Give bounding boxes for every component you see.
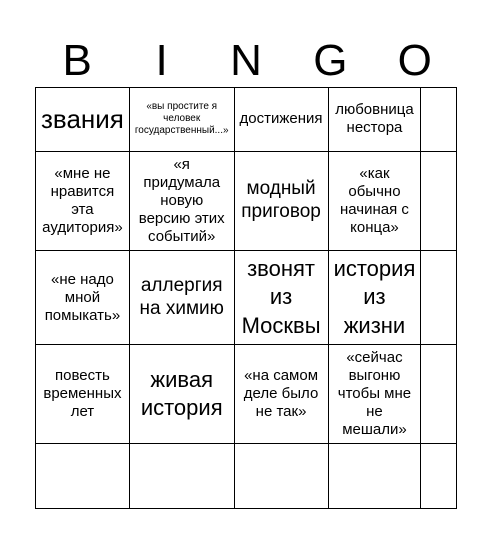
header-letter-n: N (230, 36, 262, 85)
bingo-cell-r3c5[interactable] (421, 251, 456, 346)
bingo-cell-r3c2[interactable]: аллергия на химию (130, 251, 235, 346)
bingo-header (35, 36, 457, 86)
bingo-cell-r4c5[interactable] (421, 345, 456, 444)
bingo-cell-r3c1[interactable]: «не надо мной помыкать» (36, 251, 130, 346)
bingo-cell-r1c3[interactable]: достижения (235, 88, 329, 152)
bingo-cell-r4c2[interactable]: живая история (130, 345, 235, 444)
bingo-cell-r1c5[interactable] (421, 88, 456, 152)
bingo-cell-r3c3[interactable]: звонят из Москвы (235, 251, 329, 346)
header-letter-g: G (313, 36, 348, 85)
bingo-cell-r1c2[interactable]: «вы простите я человек государственный...» (130, 88, 235, 152)
bingo-cell-r5c3[interactable] (235, 444, 329, 508)
bingo-cell-r2c3[interactable]: модный приговор (235, 152, 329, 251)
bingo-cell-r3c4[interactable]: история из жизни (329, 251, 422, 346)
bingo-cell-r4c4[interactable]: «сейчас выгоню чтобы мне не мешали» (329, 345, 422, 444)
bingo-cell-r2c2[interactable]: «я придумала новую версию этих событий» (130, 152, 235, 251)
bingo-cell-r4c3[interactable]: «на самом деле было не так» (235, 345, 329, 444)
bingo-cell-r2c4[interactable]: «как обычно начиная с конца» (329, 152, 422, 251)
bingo-board (35, 87, 457, 509)
bingo-cell-r2c5[interactable] (421, 152, 456, 251)
bingo-cell-r5c5[interactable] (421, 444, 456, 508)
header-letter-o: O (397, 36, 432, 85)
bingo-cell-r2c1[interactable]: «мне не нравится эта аудитория» (36, 152, 130, 251)
header-letter-i: I (155, 36, 168, 85)
bingo-cell-r1c4[interactable]: любовница нестора (329, 88, 422, 152)
bingo-cell-r5c4[interactable] (329, 444, 422, 508)
bingo-cell-r4c1[interactable]: повесть временных лет (36, 345, 130, 444)
header-letter-b: B (62, 36, 92, 85)
bingo-cell-r1c1[interactable]: звания (36, 88, 130, 152)
bingo-cell-r5c1[interactable] (36, 444, 130, 508)
bingo-cell-r5c2[interactable] (130, 444, 235, 508)
